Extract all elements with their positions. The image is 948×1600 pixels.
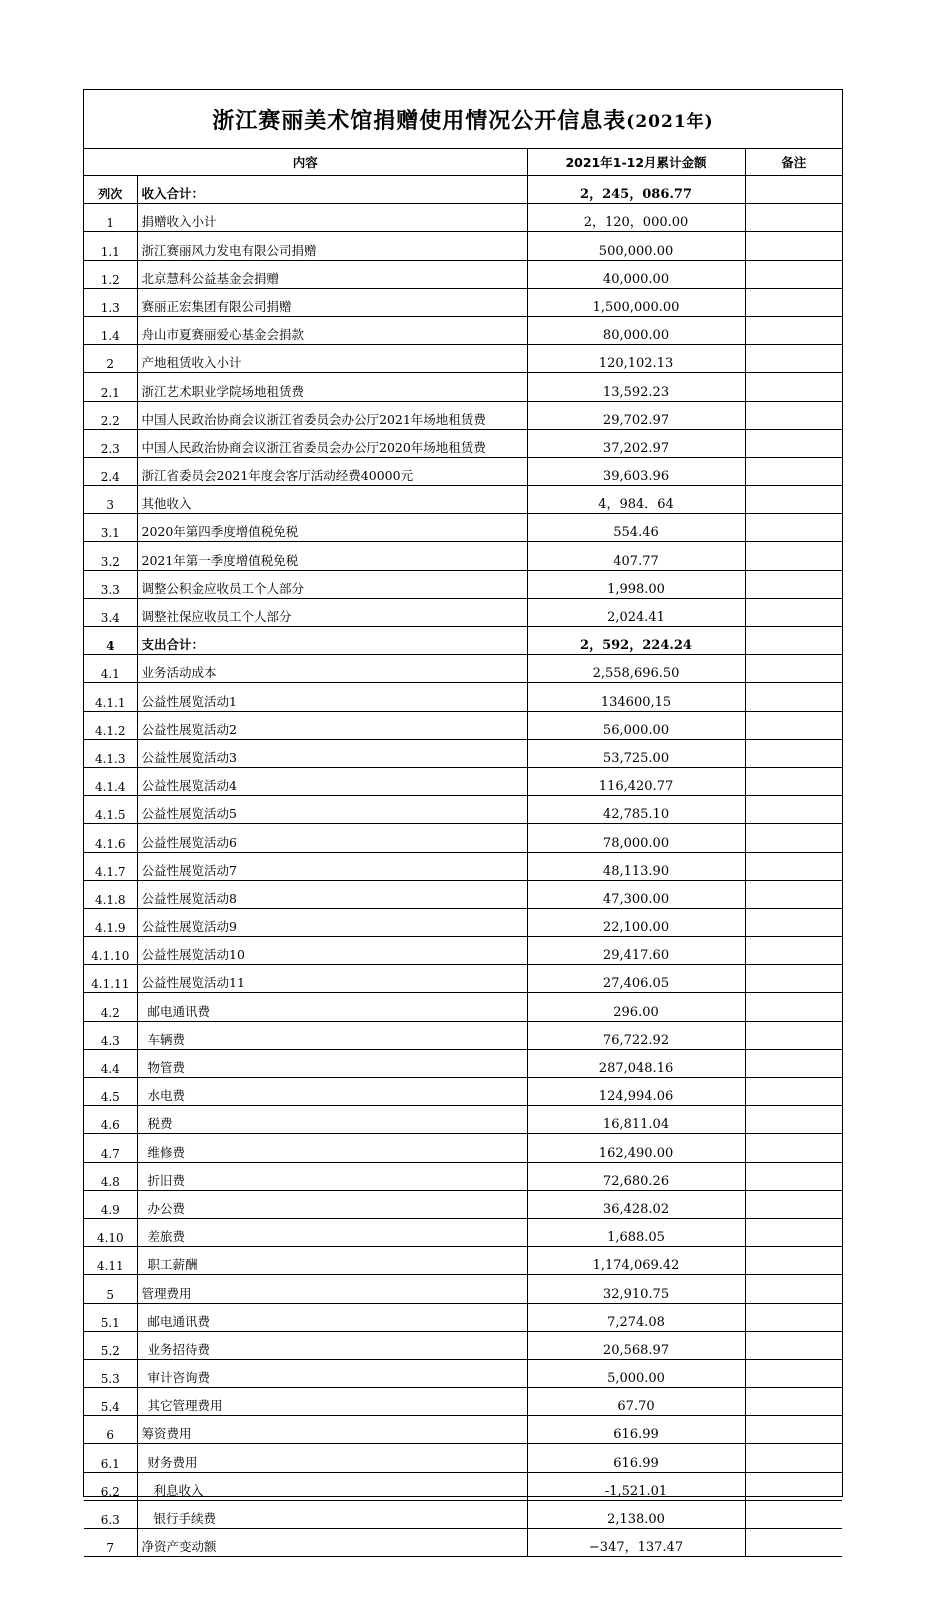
- row-index: 5: [84, 1275, 137, 1303]
- row-amount: 76,722.92: [527, 1021, 745, 1049]
- row-amount: 48,113.90: [527, 852, 745, 880]
- table-row: [84, 1416, 842, 1444]
- row-index: 4.2: [84, 993, 137, 1021]
- row-index: 2.3: [84, 429, 137, 457]
- row-item-name: 业务招待费: [137, 1331, 527, 1359]
- table-row: [84, 1247, 842, 1275]
- row-amount: 4，984．64: [527, 486, 745, 514]
- row-amount: 407.77: [527, 542, 745, 570]
- row-index: 4.1: [84, 655, 137, 683]
- table-row: [84, 1190, 842, 1218]
- table-row: [84, 345, 842, 373]
- row-note: [745, 1416, 842, 1444]
- row-amount: 120,102.13: [527, 345, 745, 373]
- row-amount: −347，137.47: [527, 1529, 745, 1557]
- row-amount: 29,417.60: [527, 937, 745, 965]
- table-row: [84, 993, 842, 1021]
- row-index: 6: [84, 1416, 137, 1444]
- row-item-name: 公益性展览活动8: [137, 880, 527, 908]
- row-note: [745, 852, 842, 880]
- row-note: [745, 1331, 842, 1359]
- table-row: [84, 824, 842, 852]
- row-amount: 616.99: [527, 1444, 745, 1472]
- row-index: 列次: [84, 176, 137, 204]
- row-index: 6.1: [84, 1444, 137, 1472]
- row-note: [745, 1444, 842, 1472]
- table-row: [84, 683, 842, 711]
- row-index: 4.1.5: [84, 796, 137, 824]
- table-row: [84, 627, 842, 655]
- table-row: [84, 457, 842, 485]
- row-amount: 47,300.00: [527, 880, 745, 908]
- row-amount: 29,702.97: [527, 401, 745, 429]
- row-item-name: 浙江艺术职业学院场地租赁费: [137, 373, 527, 401]
- table-row: [84, 908, 842, 936]
- row-note: [745, 514, 842, 542]
- row-index: 4.9: [84, 1190, 137, 1218]
- row-amount: 36,428.02: [527, 1190, 745, 1218]
- table-row: [84, 288, 842, 316]
- row-item-name: 财务费用: [137, 1444, 527, 1472]
- table-row: [84, 1529, 842, 1557]
- row-index: 1: [84, 204, 137, 232]
- row-amount: 16,811.04: [527, 1106, 745, 1134]
- row-note: [745, 767, 842, 795]
- row-amount: 53,725.00: [527, 739, 745, 767]
- row-note: [745, 655, 842, 683]
- row-item-name: 净资产变动额: [137, 1529, 527, 1557]
- row-note: [745, 683, 842, 711]
- row-index: 4.1.3: [84, 739, 137, 767]
- table-row: [84, 937, 842, 965]
- row-amount: 2，245，086.77: [527, 176, 745, 204]
- row-amount: 22,100.00: [527, 908, 745, 936]
- row-amount: 39,603.96: [527, 457, 745, 485]
- row-item-name: 公益性展览活动7: [137, 852, 527, 880]
- row-note: [745, 260, 842, 288]
- table-row: [84, 1500, 842, 1528]
- row-amount: 67.70: [527, 1388, 745, 1416]
- row-item-name: 物管费: [137, 1049, 527, 1077]
- title-year: (2021年): [626, 111, 714, 132]
- table-row: [84, 570, 842, 598]
- row-note: [745, 1247, 842, 1275]
- row-note: [745, 1021, 842, 1049]
- row-amount: 40,000.00: [527, 260, 745, 288]
- row-index: 2.1: [84, 373, 137, 401]
- row-item-name: 北京慧科公益基金会捐赠: [137, 260, 527, 288]
- row-item-name: 邮电通讯费: [137, 993, 527, 1021]
- row-amount: 287,048.16: [527, 1049, 745, 1077]
- row-index: 4.10: [84, 1218, 137, 1246]
- row-item-name: 支出合计：: [137, 627, 527, 655]
- row-note: [745, 345, 842, 373]
- row-amount: 5,000.00: [527, 1359, 745, 1387]
- row-note: [745, 288, 842, 316]
- row-amount: 13,592.23: [527, 373, 745, 401]
- row-index: 2.2: [84, 401, 137, 429]
- row-amount: 42,785.10: [527, 796, 745, 824]
- row-item-name: 职工薪酬: [137, 1247, 527, 1275]
- table-row: [84, 401, 842, 429]
- row-amount: 296.00: [527, 993, 745, 1021]
- row-amount: 124,994.06: [527, 1078, 745, 1106]
- row-note: [745, 993, 842, 1021]
- row-amount: 1,500,000.00: [527, 288, 745, 316]
- row-note: [745, 627, 842, 655]
- report-sheet: [83, 89, 843, 1556]
- table-row: [84, 429, 842, 457]
- row-item-name: 水电费: [137, 1078, 527, 1106]
- row-index: 3.2: [84, 542, 137, 570]
- row-item-name: 2020年第四季度增值税免税: [137, 514, 527, 542]
- row-item-name: 公益性展览活动9: [137, 908, 527, 936]
- row-item-name: 收入合计：: [137, 176, 527, 204]
- table-row: [84, 1303, 842, 1331]
- row-index: 4.1.4: [84, 767, 137, 795]
- row-note: [745, 880, 842, 908]
- row-note: [745, 965, 842, 993]
- row-item-name: 产地租赁收入小计: [137, 345, 527, 373]
- table-row: [84, 1331, 842, 1359]
- row-amount: 27,406.05: [527, 965, 745, 993]
- row-item-name: 利息收入: [137, 1472, 527, 1500]
- row-item-name: 维修费: [137, 1134, 527, 1162]
- donation-table: [84, 149, 842, 1557]
- table-row: [84, 1078, 842, 1106]
- row-item-name: 公益性展览活动11: [137, 965, 527, 993]
- row-item-name: 公益性展览活动4: [137, 767, 527, 795]
- table-row: [84, 852, 842, 880]
- table-row: [84, 1444, 842, 1472]
- row-amount: 500,000.00: [527, 232, 745, 260]
- row-note: [745, 1218, 842, 1246]
- row-note: [745, 796, 842, 824]
- row-item-name: 公益性展览活动10: [137, 937, 527, 965]
- row-amount: 37,202.97: [527, 429, 745, 457]
- row-amount: 2,024.41: [527, 598, 745, 626]
- table-row: [84, 1472, 842, 1500]
- row-amount: 32,910.75: [527, 1275, 745, 1303]
- row-index: 4.1.9: [84, 908, 137, 936]
- row-amount: 7,274.08: [527, 1303, 745, 1331]
- row-amount: 80,000.00: [527, 316, 745, 344]
- row-amount: 72,680.26: [527, 1162, 745, 1190]
- row-index: 1.1: [84, 232, 137, 260]
- report-title: [84, 90, 842, 149]
- row-amount: 116,420.77: [527, 767, 745, 795]
- row-item-name: 银行手续费: [137, 1500, 527, 1528]
- row-item-name: 中国人民政治协商会议浙江省委员会办公厅2021年场地租赁费: [137, 401, 527, 429]
- row-item-name: 公益性展览活动2: [137, 711, 527, 739]
- row-amount: 1,174,069.42: [527, 1247, 745, 1275]
- row-index: 5.3: [84, 1359, 137, 1387]
- table-row: [84, 316, 842, 344]
- row-item-name: 其他收入: [137, 486, 527, 514]
- row-note: [745, 739, 842, 767]
- row-amount: 2,138.00: [527, 1500, 745, 1528]
- row-item-name: 税费: [137, 1106, 527, 1134]
- title-main: 浙江赛丽美术馆捐赠使用情况公开信息表: [212, 107, 627, 134]
- table-row: [84, 1218, 842, 1246]
- row-index: 4.1.6: [84, 824, 137, 852]
- table-row: [84, 965, 842, 993]
- row-note: [745, 598, 842, 626]
- table-row: [84, 711, 842, 739]
- table-row: [84, 1275, 842, 1303]
- table-header-row: [84, 149, 842, 176]
- table-body: [84, 176, 842, 1557]
- row-amount: 2,558,696.50: [527, 655, 745, 683]
- row-item-name: 审计咨询费: [137, 1359, 527, 1387]
- row-index: 5.2: [84, 1331, 137, 1359]
- row-amount: 2，120，000.00: [527, 204, 745, 232]
- row-note: [745, 1388, 842, 1416]
- row-item-name: 浙江赛丽风力发电有限公司捐赠: [137, 232, 527, 260]
- row-index: 4.6: [84, 1106, 137, 1134]
- row-note: [745, 1303, 842, 1331]
- row-item-name: 筹资费用: [137, 1416, 527, 1444]
- table-row: [84, 514, 842, 542]
- row-note: [745, 1049, 842, 1077]
- header-note: 备注: [745, 149, 842, 176]
- row-amount: 162,490.00: [527, 1134, 745, 1162]
- row-note: [745, 1134, 842, 1162]
- row-amount: 554.46: [527, 514, 745, 542]
- row-index: 1.2: [84, 260, 137, 288]
- row-index: 3: [84, 486, 137, 514]
- row-index: 4.1.11: [84, 965, 137, 993]
- row-item-name: 2021年第一季度增值税免税: [137, 542, 527, 570]
- row-amount: -1,521.01: [527, 1472, 745, 1500]
- row-amount: 20,568.97: [527, 1331, 745, 1359]
- row-index: 6.2: [84, 1472, 137, 1500]
- table-row: [84, 373, 842, 401]
- row-note: [745, 1078, 842, 1106]
- row-note: [745, 908, 842, 936]
- table-row: [84, 1359, 842, 1387]
- row-index: 4: [84, 627, 137, 655]
- row-item-name: 公益性展览活动1: [137, 683, 527, 711]
- row-note: [745, 1190, 842, 1218]
- row-note: [745, 570, 842, 598]
- table-row: [84, 880, 842, 908]
- table-row: [84, 1021, 842, 1049]
- row-note: [745, 1106, 842, 1134]
- row-item-name: 公益性展览活动5: [137, 796, 527, 824]
- table-row: [84, 486, 842, 514]
- row-index: 4.1.8: [84, 880, 137, 908]
- row-item-name: 公益性展览活动3: [137, 739, 527, 767]
- table-row: [84, 739, 842, 767]
- row-index: 4.7: [84, 1134, 137, 1162]
- row-item-name: 办公费: [137, 1190, 527, 1218]
- row-index: 4.1.2: [84, 711, 137, 739]
- row-index: 4.8: [84, 1162, 137, 1190]
- row-amount: 78,000.00: [527, 824, 745, 852]
- table-row: [84, 542, 842, 570]
- row-note: [745, 429, 842, 457]
- row-item-name: 调整社保应收员工个人部分: [137, 598, 527, 626]
- row-note: [745, 1359, 842, 1387]
- row-index: 4.5: [84, 1078, 137, 1106]
- row-index: 4.11: [84, 1247, 137, 1275]
- row-index: 4.1.10: [84, 937, 137, 965]
- row-index: 3.3: [84, 570, 137, 598]
- row-item-name: 中国人民政治协商会议浙江省委员会办公厅2020年场地租赁费: [137, 429, 527, 457]
- row-note: [745, 401, 842, 429]
- row-note: [745, 1500, 842, 1528]
- row-note: [745, 542, 842, 570]
- row-item-name: 舟山市夏赛丽爱心基金会捐款: [137, 316, 527, 344]
- header-amount: 2021年1-12月累计金额: [527, 149, 745, 176]
- row-item-name: 调整公积金应收员工个人部分: [137, 570, 527, 598]
- row-amount: 2，592，224.24: [527, 627, 745, 655]
- row-item-name: 其它管理费用: [137, 1388, 527, 1416]
- row-note: [745, 204, 842, 232]
- row-amount: 616.99: [527, 1416, 745, 1444]
- table-row: [84, 1134, 842, 1162]
- row-item-name: 差旅费: [137, 1218, 527, 1246]
- table-row: [84, 1106, 842, 1134]
- row-note: [745, 824, 842, 852]
- row-index: 4.1.7: [84, 852, 137, 880]
- row-amount: 134600,15: [527, 683, 745, 711]
- table-row: [84, 232, 842, 260]
- row-amount: 56,000.00: [527, 711, 745, 739]
- table-row: [84, 767, 842, 795]
- row-index: 4.4: [84, 1049, 137, 1077]
- row-amount: 1,688.05: [527, 1218, 745, 1246]
- row-item-name: 车辆费: [137, 1021, 527, 1049]
- row-index: 1.4: [84, 316, 137, 344]
- row-item-name: 浙江省委员会2021年度会客厅活动经费40000元: [137, 457, 527, 485]
- row-index: 3.1: [84, 514, 137, 542]
- row-index: 3.4: [84, 598, 137, 626]
- table-row: [84, 176, 842, 204]
- table-row: [84, 1049, 842, 1077]
- row-note: [745, 1275, 842, 1303]
- row-note: [745, 937, 842, 965]
- row-item-name: 折旧费: [137, 1162, 527, 1190]
- row-index: 4.3: [84, 1021, 137, 1049]
- row-note: [745, 1472, 842, 1500]
- row-index: 1.3: [84, 288, 137, 316]
- row-item-name: 公益性展览活动6: [137, 824, 527, 852]
- row-item-name: 捐赠收入小计: [137, 204, 527, 232]
- row-item-name: 赛丽正宏集团有限公司捐赠: [137, 288, 527, 316]
- table-row: [84, 204, 842, 232]
- row-note: [745, 486, 842, 514]
- row-index: 4.1.1: [84, 683, 137, 711]
- row-note: [745, 176, 842, 204]
- table-row: [84, 260, 842, 288]
- row-index: 5.4: [84, 1388, 137, 1416]
- row-index: 2: [84, 345, 137, 373]
- header-content: 内容: [84, 149, 527, 176]
- table-row: [84, 1388, 842, 1416]
- row-note: [745, 457, 842, 485]
- row-note: [745, 1162, 842, 1190]
- row-note: [745, 711, 842, 739]
- table-row: [84, 655, 842, 683]
- row-index: 6.3: [84, 1500, 137, 1528]
- row-amount: 1,998.00: [527, 570, 745, 598]
- row-index: 2.4: [84, 457, 137, 485]
- row-note: [745, 232, 842, 260]
- row-index: 5.1: [84, 1303, 137, 1331]
- table-row: [84, 1162, 842, 1190]
- row-note: [745, 373, 842, 401]
- row-item-name: 管理费用: [137, 1275, 527, 1303]
- row-item-name: 业务活动成本: [137, 655, 527, 683]
- table-row: [84, 796, 842, 824]
- row-note: [745, 316, 842, 344]
- table-row: [84, 598, 842, 626]
- row-note: [745, 1529, 842, 1557]
- row-index: 7: [84, 1529, 137, 1557]
- row-item-name: 邮电通讯费: [137, 1303, 527, 1331]
